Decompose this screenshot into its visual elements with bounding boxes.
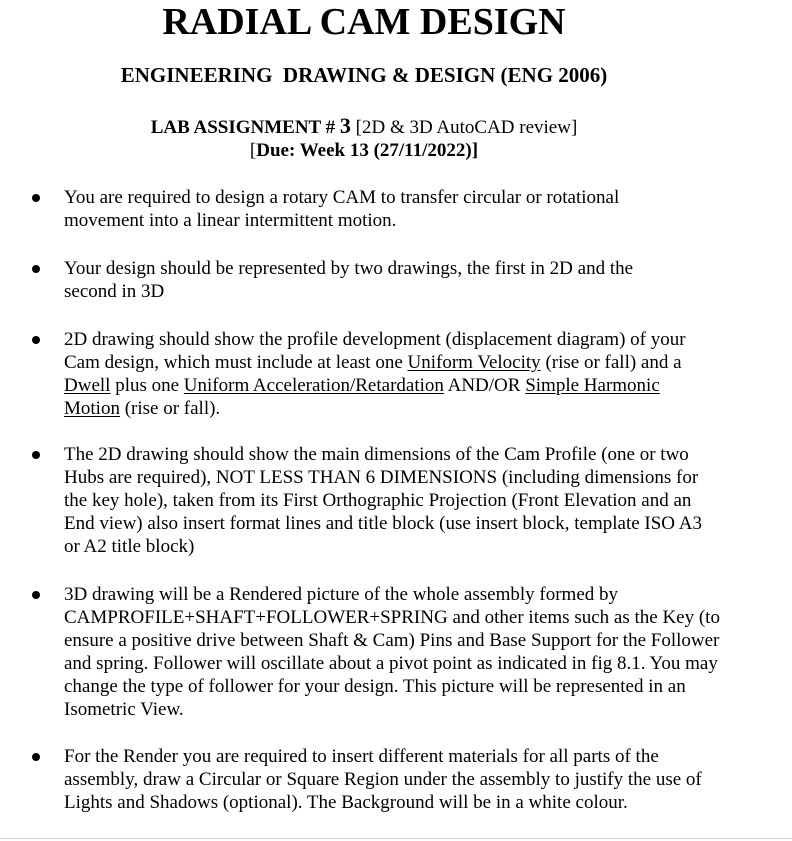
list-line: 2D drawing should show the profile development (displacement diagram) of your [64,329,686,350]
list-line: movement into a linear intermittent motion. [64,210,397,231]
list-line: Your design should be represented by two drawings, the first in 2D and the [64,258,634,279]
due-bracket: [ [249,140,257,161]
due-date: Due: Week 13 (27/11/2022)] [256,140,479,161]
page-title: RADIAL CAM DESIGN [162,1,566,43]
list-line: ensure a positive drive between Shaft & Cam) Pins and Base Support for the Follower [64,630,720,651]
bullet-icon [32,336,40,344]
term-dwell: Dwell [64,375,111,396]
list-line: 3D drawing will be a Rendered picture of the whole assembly formed by [64,584,619,605]
list-line: or A2 title block) [64,536,195,557]
list-item [64,328,764,420]
list-line: CAMPROFILE+SHAFT+FOLLOWER+SPRING and other items such as the Key (to [64,607,720,628]
page-bottom-divider [0,838,792,839]
list-line: the key hole), taken from its First Orthographic Projection (Front Elevation and an [64,490,692,511]
text-run: AND/OR [443,375,526,396]
bullet-icon [32,265,40,273]
assignment-number: 3 [339,113,351,138]
term-motion: Motion [64,398,120,419]
list-line: second in 3D [64,281,165,302]
list-line: Isometric View. [64,699,184,720]
list-line: End view) also insert format lines and title block (use insert block, template ISO A3 [64,513,702,534]
assignment-note: [2D & 3D AutoCAD review] [350,117,578,138]
bullet-icon [32,753,40,761]
due-date-line [0,139,728,163]
text-run: plus one [110,375,184,396]
list-line: Lights and Shadows (optional). The Background will be in a white colour. [64,792,628,813]
list-item [64,257,764,303]
assignment-line [0,114,728,140]
bullet-icon [32,451,40,459]
text-run: Cam design, which must include at least one [64,352,408,373]
bullet-icon [32,591,40,599]
term-uniform-velocity: Uniform Velocity [407,352,541,373]
text-run: (rise or fall). [119,398,221,419]
text-run: (rise or fall) and a [540,352,682,373]
list-item [64,443,764,558]
list-item [64,583,764,721]
list-item [64,745,764,814]
list-line: and spring. Follower will oscillate about a pivot point as indicated in fig 8.1. You may [64,653,718,674]
list-line: change the type of follower for your design. This picture will be represented in an [64,676,686,697]
term-simple-harmonic: Simple Harmonic [525,375,660,396]
term-uniform-acceleration: Uniform Acceleration/Retardation [183,375,444,396]
list-line: The 2D drawing should show the main dimensions of the Cam Profile (one or two [64,444,689,465]
list-line: You are required to design a rotary CAM to transfer circular or rotational [64,187,620,208]
list-line: assembly, draw a Circular or Square Region under the assembly to justify the use of [64,769,702,790]
list-line [64,351,764,374]
list-line: For the Render you are required to insert different materials for all parts of the [64,746,659,767]
list-line [64,374,764,397]
assignment-label: LAB ASSIGNMENT # [150,117,340,138]
list-line [64,397,764,420]
list-item [64,186,764,232]
course-subtitle: ENGINEERING DRAWING & DESIGN (ENG 2006) [120,63,608,87]
bullet-icon [32,194,40,202]
list-line: Hubs are required), NOT LESS THAN 6 DIMENSIONS (including dimensions for [64,467,699,488]
